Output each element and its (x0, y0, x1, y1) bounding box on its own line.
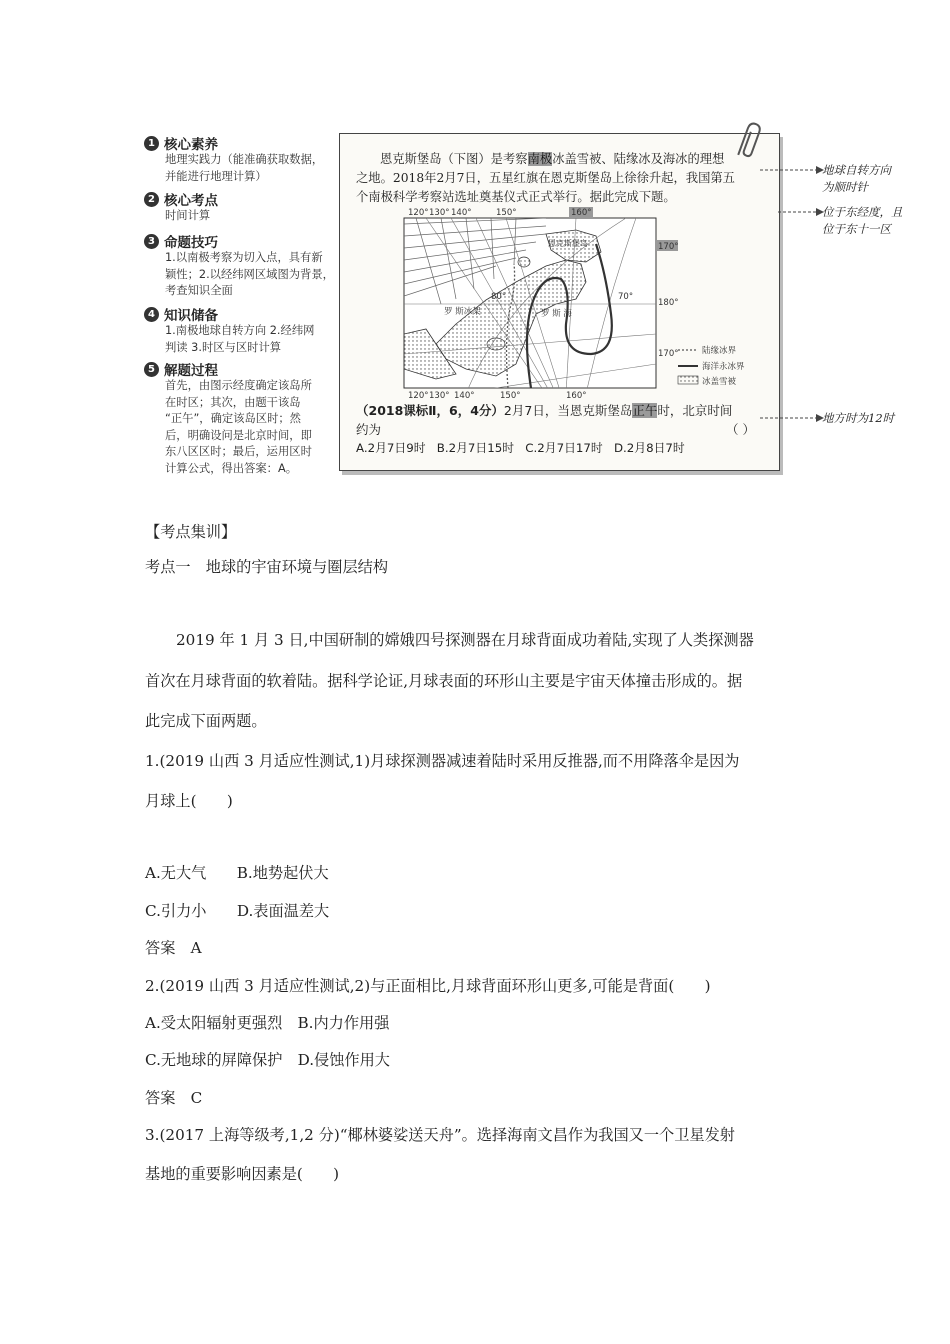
annotation-timezone: 位于东经度，且 位于东十一区 (822, 205, 903, 236)
answer: 答案 A (145, 939, 202, 957)
sidebar-heading: 5 解题过程 (144, 359, 218, 379)
lat-label: 70° (618, 292, 634, 302)
sidebar-text: 1.南极地球自转方向 2.经纬网 判读 3.时区与区时计算 (165, 324, 315, 354)
lon-label: 120° (408, 391, 429, 401)
option-line: C.无地球的屏障保护 D.侵蚀作用大 (145, 1051, 390, 1069)
section-title: 【考点集训】 (145, 523, 237, 541)
place-sea: 罗 斯 海 (541, 309, 572, 319)
annotation-rotation: 地球自转方向 为顺时针 (822, 163, 891, 194)
lon-label: 120° (408, 208, 429, 218)
lon-label: 170° (658, 242, 679, 252)
lon-label: 130° (429, 208, 450, 218)
paragraph-line: 此完成下面两题。 (145, 712, 267, 730)
question-2: 2.(2019 山西 3 月适应性测试,2)与正面相比,月球背面环形山更多,可能是背面( ) (145, 977, 711, 995)
sidebar-heading: 4 知识储备 (144, 304, 218, 324)
lon-label: 150° (496, 208, 517, 218)
sidebar-heading: 3 命题技巧 (144, 231, 218, 251)
lat-label: 80° (491, 292, 507, 302)
question-1-cont: 月球上( ) (145, 792, 233, 810)
lon-label: 160° (571, 208, 592, 218)
sidebar-text: 1.以南极考察为切入点，具有新 颖性；2.以经纬网区域图为背景， 考查知识全面 (165, 251, 334, 297)
lon-label: 170° (658, 349, 679, 359)
legend-ice-sheet: 冰盖雪被 (702, 377, 737, 387)
sidebar-text: 地理实践力（能准确获取数据， 并能进行地理计算） (165, 153, 324, 183)
antarctic-map (396, 204, 776, 404)
place-island: 恩克斯堡岛 (548, 239, 588, 248)
lon-label: 160° (566, 391, 587, 401)
legend-coastal-ice: 陆缘冰界 (702, 346, 737, 356)
paragraph-line: 2019 年 1 月 3 日,中国研制的嫦娥四号探测器在月球背面成功着陆,实现了人类探测器 (176, 631, 754, 649)
lon-label: 180° (658, 298, 679, 308)
sidebar-heading: 1 核心素养 (144, 133, 218, 153)
option-line: A.受太阳辐射更强烈 B.内力作用强 (145, 1014, 390, 1032)
highlight-noon: 正午 (632, 403, 658, 418)
lon-label: 150° (500, 391, 521, 401)
annotation-arrows (760, 160, 830, 430)
topic-heading: 考点一 地球的宇宙环境与圈层结构 (145, 558, 388, 576)
option-line: A.无大气 B.地势起伏大 (145, 864, 329, 882)
sidebar-text: 时间计算 (165, 209, 211, 222)
card-intro: 恩克斯堡岛（下图）是考察南极冰盖雪被、陆缘冰及海冰的理想 之地。2018年2月7日，五星红旗在恩克斯堡岛上徐徐升起，我国第五 个南极科学考察站选址奠基仪式正式举行。据此完成下题。 (356, 152, 735, 204)
question-1: 1.(2019 山西 3 月适应性测试,1)月球探测器减速着陆时采用反推器,而不用降落伞是因为 (145, 752, 740, 770)
sidebar-text: 首先，由图示经度确定该岛所 在时区；其次，由题干该岛 “正午”，确定该岛区时；然 后，明确设问是北京时间，即 东八区区时；最后，运用区时 计算公式，得出答案：A。 (165, 379, 312, 475)
paragraph-line: 首次在月球背面的软着陆。据科学论证,月球表面的环形山主要是宇宙天体撞击形成的。据 (145, 672, 743, 690)
highlight-south-pole: 南极 (527, 152, 553, 166)
lon-label: 140° (454, 391, 475, 401)
legend-ocean-ice: 海洋永冰界 (702, 362, 745, 372)
annotation-local-time: 地方时为12时 (822, 411, 895, 425)
lon-label: 140° (451, 208, 472, 218)
card-question: （2018课标Ⅱ，6，4分）2月7日，当恩克斯堡岛正午时，北京时间 约为 （ ） A.2月7日9时 B.2月7日15时 C.2月7日17时 D.2月8日7时 (356, 403, 755, 455)
lon-label: 130° (429, 391, 450, 401)
question-3: 3.(2017 上海等级考,1,2 分)“椰林婆娑送天舟”。选择海南文昌作为我国又一个卫星发射 (145, 1126, 735, 1144)
option-line: C.引力小 D.表面温差大 (145, 902, 330, 920)
answer: 答案 C (145, 1089, 203, 1107)
sidebar-heading: 2 核心考点 (144, 189, 218, 209)
place-shelf: 罗 斯冰架 (444, 307, 481, 317)
question-3-cont: 基地的重要影响因素是( ) (145, 1165, 340, 1183)
